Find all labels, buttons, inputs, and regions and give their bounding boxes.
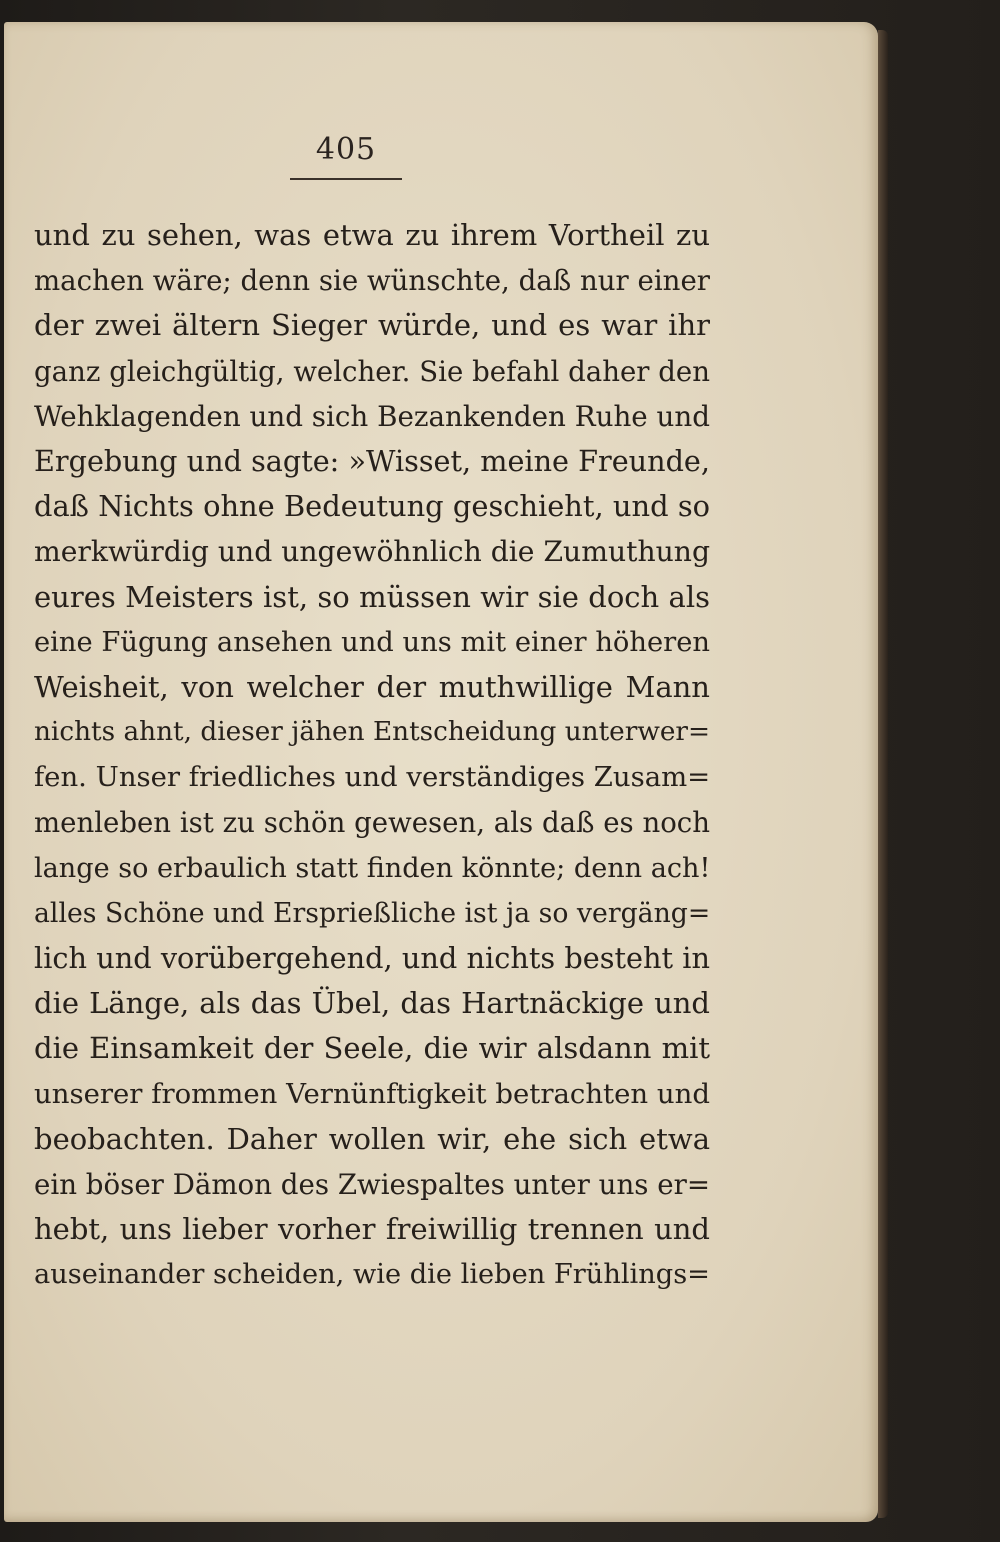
text-line: die Länge, als das Übel, das Hartnäckige und — [34, 986, 710, 1021]
page-number: 405 — [315, 132, 377, 167]
text-line: Weisheit, von welcher der muthwillige Mann — [34, 669, 710, 704]
text-line: lich und vorübergehend, und nichts besteht in — [34, 941, 710, 975]
text-line: ein böser Dämon des Zwiespaltes unter uns er= — [34, 1167, 710, 1201]
text-line: merkwürdig und ungewöhnlich die Zumuthung — [34, 535, 710, 569]
text-line: fen. Unser friedliches und verständiges Zusam= — [34, 761, 711, 794]
text-line: menleben ist zu schön gewesen, als daß es noch — [34, 806, 710, 840]
header-rule — [290, 178, 402, 180]
book-edge — [878, 30, 888, 1518]
text-line: ganz gleichgültig, welcher. Sie befahl daher den — [34, 354, 710, 388]
text-line: beobachten. Daher wollen wir, ehe sich etwa — [34, 1121, 710, 1156]
text-line: machen wäre; denn sie wünschte, daß nur einer — [34, 264, 710, 298]
text-line: alles Schöne und Ersprießliche ist ja so vergäng= — [34, 897, 711, 929]
text-line: und zu sehen, was etwa zu ihrem Vortheil zu — [34, 218, 710, 252]
text-line: daß Nichts ohne Bedeutung geschieht, und so — [34, 489, 710, 524]
text-line: unserer frommen Vernünftigkeit betrachten und — [34, 1077, 710, 1110]
body-text — [34, 213, 710, 1298]
text-line: Wehklagenden und sich Bezankenden Ruhe und — [34, 399, 710, 433]
text-line: der zwei ältern Sieger würde, und es war ihr — [34, 308, 710, 343]
text-line: lange so erbaulich statt finden könnte; denn ach! — [34, 852, 711, 884]
text-line: hebt, uns lieber vorher freiwillig trennen und — [34, 1212, 710, 1247]
text-line: nichts ahnt, dieser jähen Entscheidung unterwer= — [34, 717, 710, 748]
text-line: eures Meisters ist, so müssen wir sie doch als — [34, 579, 710, 614]
text-line: die Einsamkeit der Seele, die wir alsdann mit — [34, 1031, 710, 1066]
text-line: Ergebung und sagte: »Wisset, meine Freunde, — [34, 443, 710, 478]
text-line: auseinander scheiden, wie die lieben Frühlings= — [34, 1259, 710, 1291]
text-line: eine Fügung ansehen und uns mit einer höheren — [34, 626, 710, 658]
